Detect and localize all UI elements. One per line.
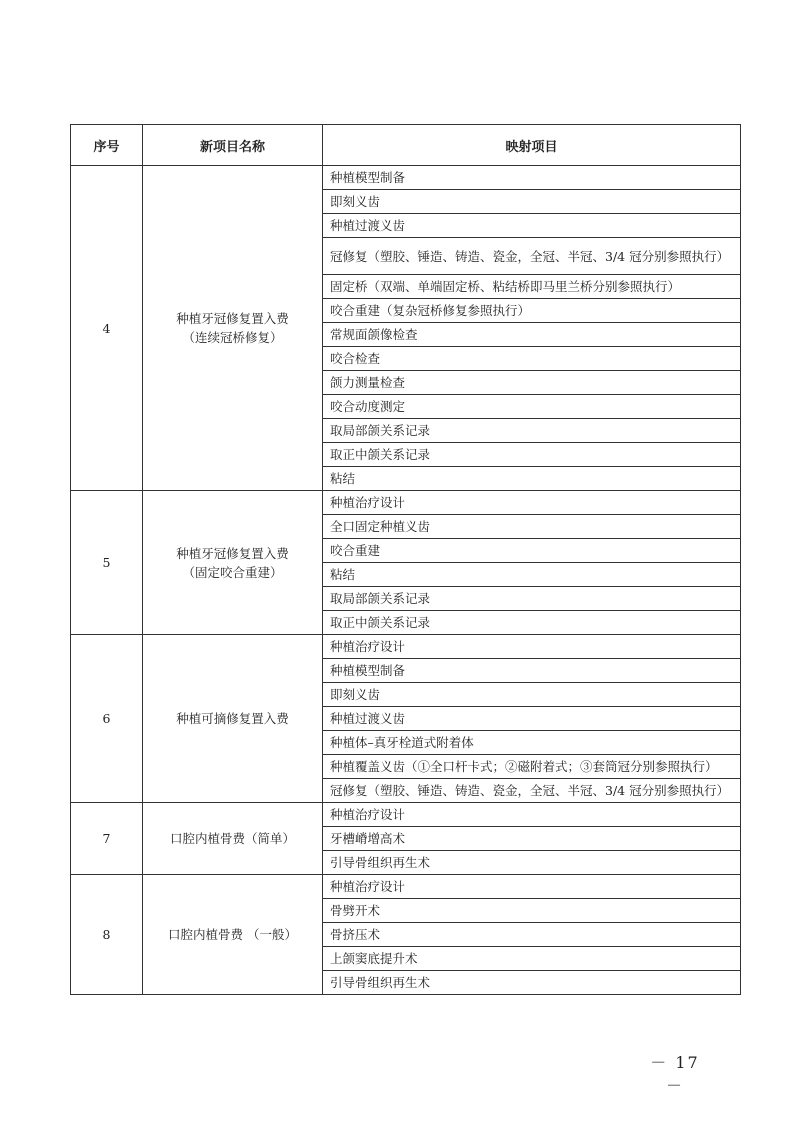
- header-name: 新项目名称: [143, 125, 323, 166]
- page-number: － 17 －: [650, 1053, 700, 1095]
- mapped-item: 种植模型制备: [323, 166, 741, 190]
- mapped-item: 种植覆盖义齿（①全口杆卡式；②磁附着式；③套筒冠分别参照执行）: [323, 755, 741, 779]
- mapped-item: 取正中颌关系记录: [323, 443, 741, 467]
- new-item-name: [143, 875, 323, 995]
- mapped-item: 即刻义齿: [323, 683, 741, 707]
- new-item-name: [143, 803, 323, 875]
- mapped-item: 种植过渡义齿: [323, 707, 741, 731]
- mapped-item: 冠修复（塑胶、锤造、铸造、瓷金，全冠、半冠、3/4 冠分别参照执行）: [323, 238, 741, 275]
- mapped-item: 咬合动度测定: [323, 395, 741, 419]
- mapped-item: 种植模型制备: [323, 659, 741, 683]
- row-number: 4: [71, 166, 143, 491]
- row-number: 7: [71, 803, 143, 875]
- mapped-item: 种植治疗设计: [323, 875, 741, 899]
- mapped-item: 引导骨组织再生术: [323, 971, 741, 995]
- mapped-item: 粘结: [323, 467, 741, 491]
- mapped-item: 取局部颌关系记录: [323, 587, 741, 611]
- new-item-name-line: 口腔内植骨费（简单）: [169, 831, 295, 846]
- mapped-item: 上颌窦底提升术: [323, 947, 741, 971]
- new-item-name: [143, 491, 323, 635]
- table-row: [71, 635, 741, 659]
- new-item-name: [143, 166, 323, 491]
- row-number: 5: [71, 491, 143, 635]
- row-number: 8: [71, 875, 143, 995]
- mapped-item: 全口固定种植义齿: [323, 515, 741, 539]
- mapped-item: 骨挤压术: [323, 923, 741, 947]
- mapped-item: 取正中颌关系记录: [323, 611, 741, 635]
- row-number: 6: [71, 635, 143, 803]
- table-row: [71, 491, 741, 515]
- mapped-item: 种植治疗设计: [323, 491, 741, 515]
- mapped-item: 种植过渡义齿: [323, 214, 741, 238]
- mapped-item: 种植体–真牙栓道式附着体: [323, 731, 741, 755]
- header-mapped: 映射项目: [323, 125, 741, 166]
- mapped-item: 引导骨组织再生术: [323, 851, 741, 875]
- new-item-name-line: 种植牙冠修复置入费: [176, 545, 289, 561]
- mapped-item: 粘结: [323, 563, 741, 587]
- new-item-name-line: 种植可摘修复置入费: [176, 711, 289, 726]
- new-item-name-line: 口腔内植骨费 （一般）: [168, 927, 297, 942]
- mapping-table: [70, 124, 741, 995]
- table-body: [71, 166, 741, 995]
- table-row: [71, 803, 741, 827]
- mapped-item: 常规面颌像检查: [323, 323, 741, 347]
- mapped-item: 固定桥（双端、单端固定桥、粘结桥即马里兰桥分别参照执行）: [323, 275, 741, 299]
- mapped-item: 咬合检查: [323, 347, 741, 371]
- table-row: [71, 166, 741, 190]
- table-row: [71, 875, 741, 899]
- mapped-item: 颌力测量检查: [323, 371, 741, 395]
- table-header-row: [71, 125, 741, 166]
- mapped-item: 种植治疗设计: [323, 635, 741, 659]
- new-item-name: [143, 635, 323, 803]
- mapped-item: 冠修复（塑胶、锤造、铸造、瓷金，全冠、半冠、3/4 冠分别参照执行）: [323, 779, 741, 803]
- header-no: 序号: [71, 125, 143, 166]
- mapped-item: 取局部颌关系记录: [323, 419, 741, 443]
- mapped-item: 牙槽嵴增高术: [323, 827, 741, 851]
- mapped-item: 咬合重建（复杂冠桥修复参照执行）: [323, 299, 741, 323]
- mapped-item: 咬合重建: [323, 539, 741, 563]
- mapped-item: 种植治疗设计: [323, 803, 741, 827]
- new-item-name-line: 种植牙冠修复置入费: [176, 311, 289, 326]
- new-item-name-line: （固定咬合重建）: [182, 564, 283, 580]
- mapped-item: 即刻义齿: [323, 190, 741, 214]
- new-item-name-line: （连续冠桥修复）: [182, 330, 283, 345]
- mapped-item: 骨劈开术: [323, 899, 741, 923]
